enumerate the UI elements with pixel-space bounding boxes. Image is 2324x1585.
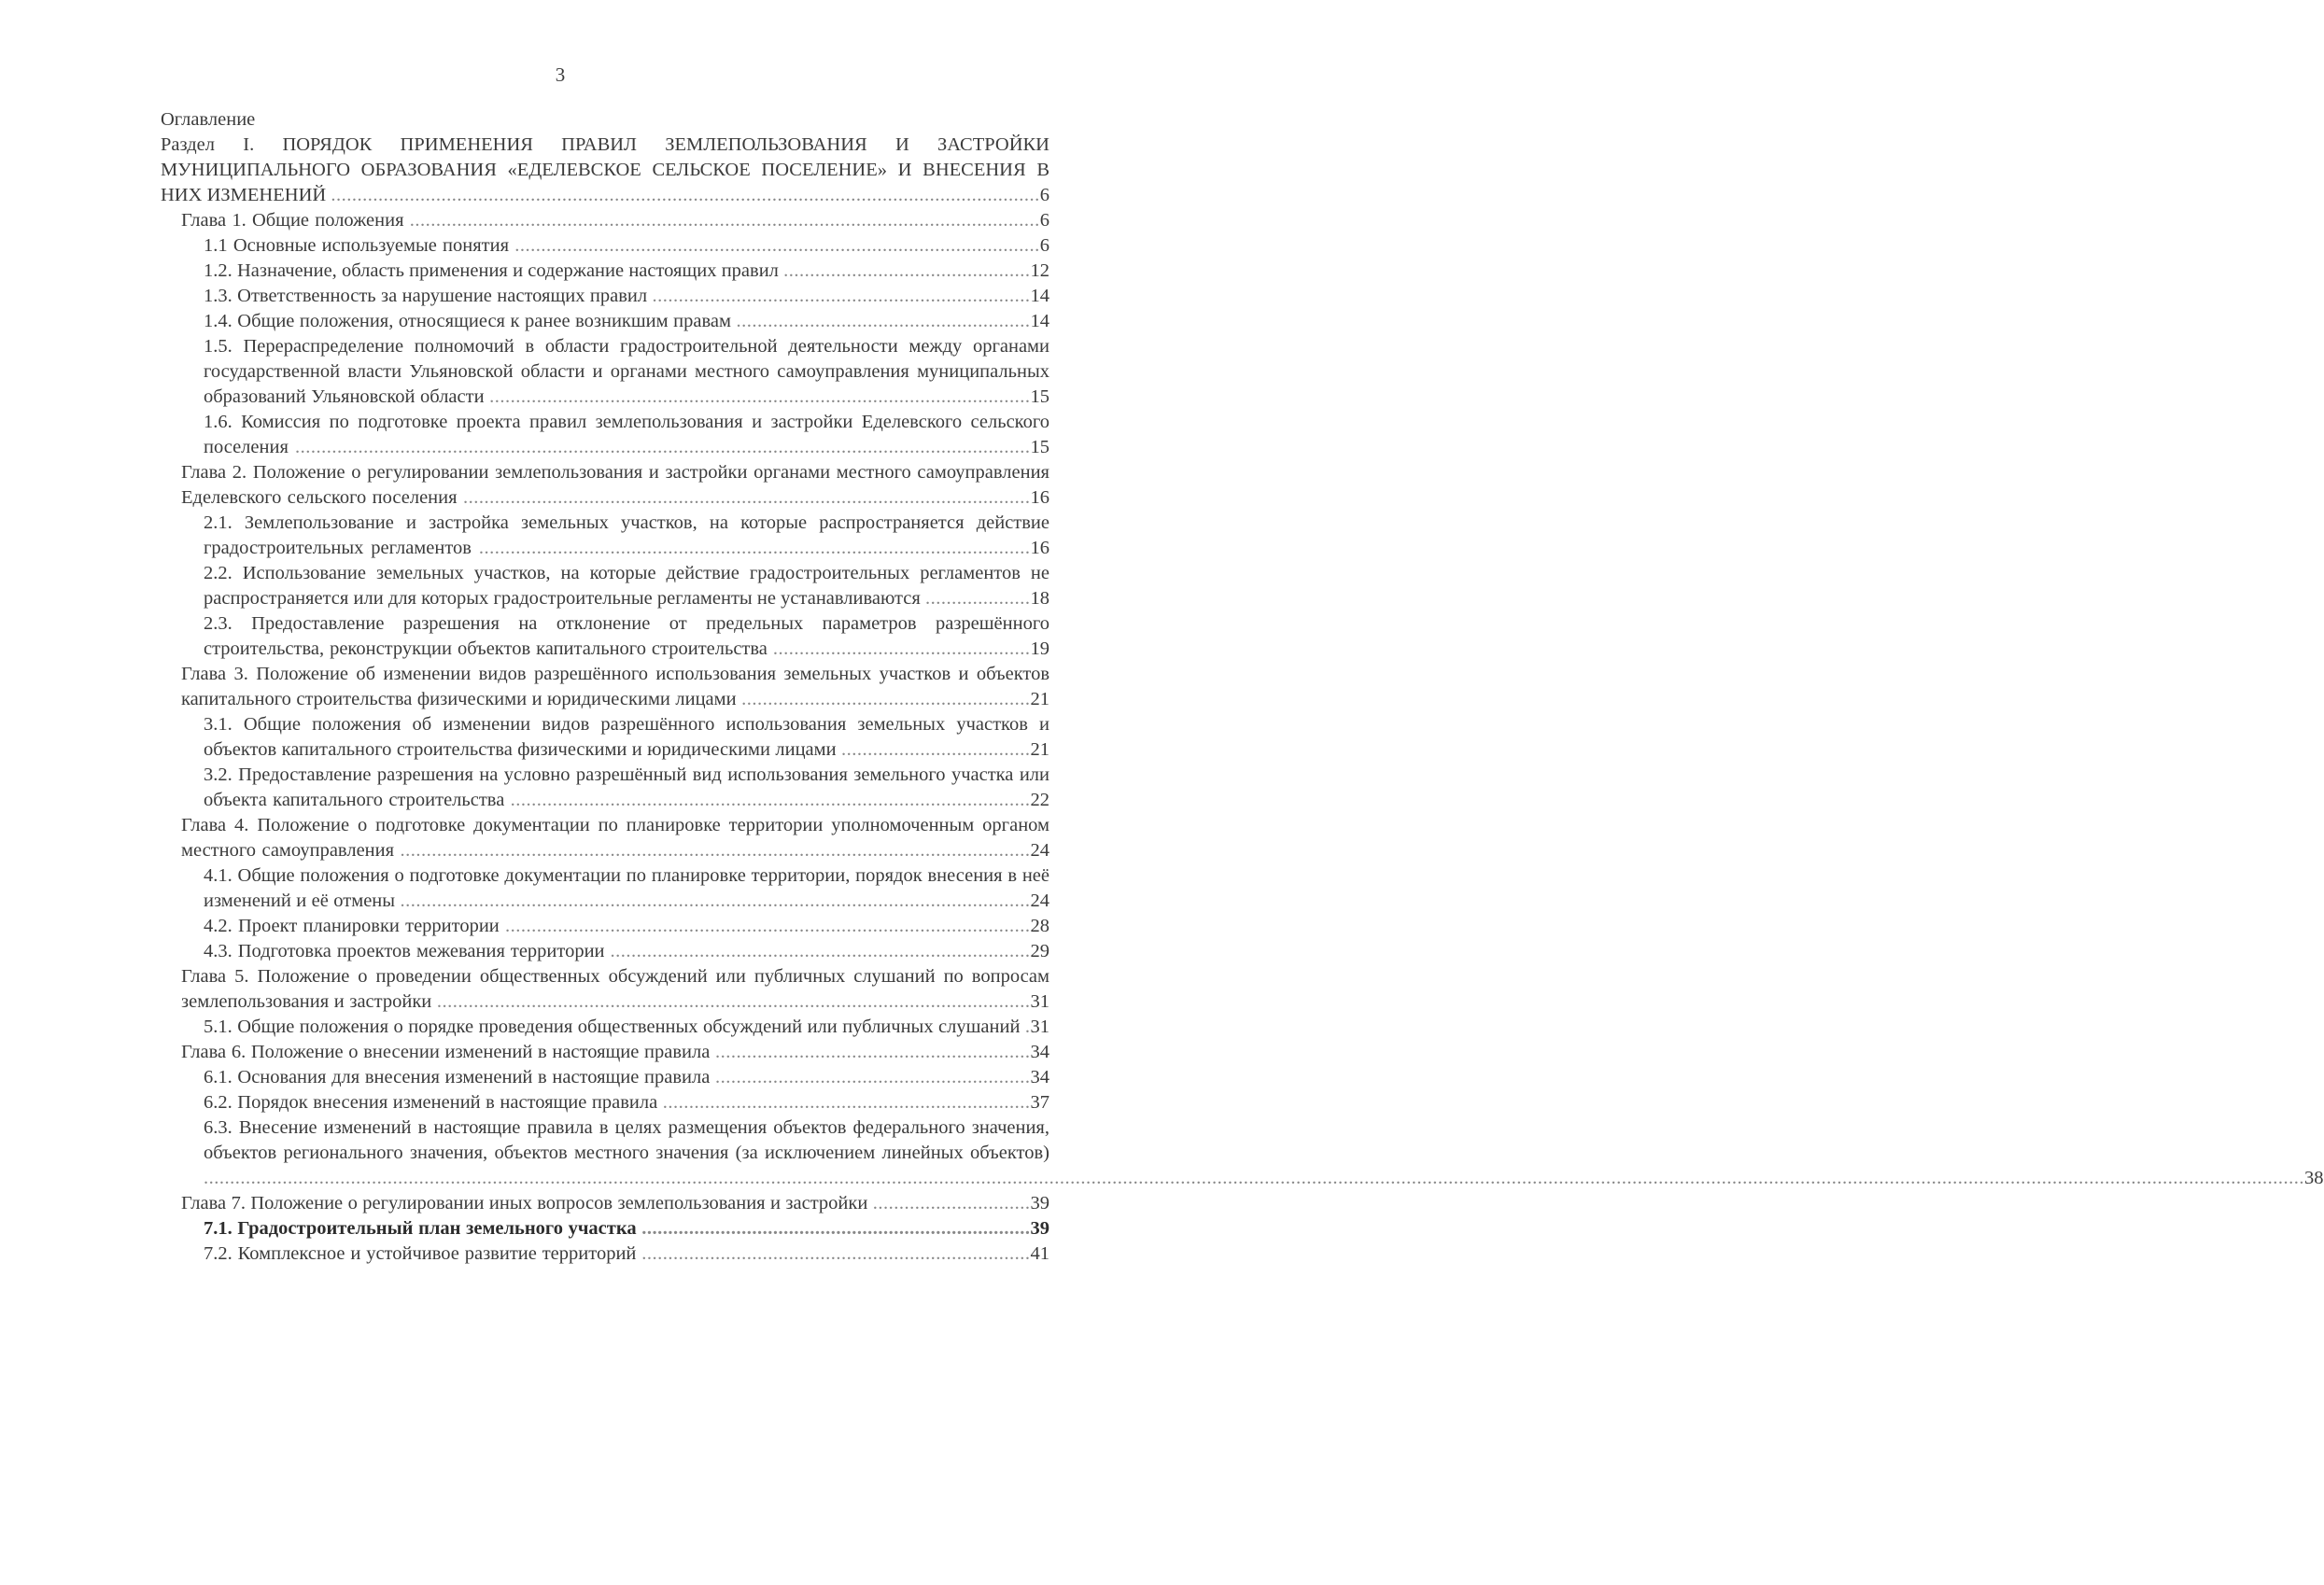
toc-entry-title: Глава 7. Положение о регулировании иных вопросов землепользования и застройки bbox=[181, 1193, 868, 1213]
toc-entry-page: 24 bbox=[1030, 840, 1050, 861]
toc-dot-leader: ........................................................................ bbox=[652, 286, 1031, 306]
toc-entry-page: 22 bbox=[1030, 790, 1050, 810]
toc-dot-leader: ............................................................................................................ bbox=[463, 487, 1031, 508]
toc-entry-title: Глава 6. Положение о внесении изменений в настоящие правила bbox=[181, 1042, 711, 1062]
toc-entry[interactable] bbox=[161, 662, 1049, 712]
toc-entry-page: 39 bbox=[1030, 1218, 1049, 1239]
toc-dot-leader: ...................................................................... bbox=[662, 1092, 1031, 1113]
toc-entry-title: Глава 3. Положение об изменении видов разрешённого использования земельных участков и объектов капитального строительства физическими и юридическими лицами bbox=[181, 664, 1049, 709]
toc-entry-title: 1.4. Общие положения, относящиеся к ранее возникшим правам bbox=[204, 311, 731, 331]
toc-entry[interactable] bbox=[161, 712, 1049, 763]
toc-entry-title: 6.2. Порядок внесения изменений в настоящие правила bbox=[204, 1092, 658, 1113]
toc-entry-title: 6.1. Основания для внесения изменений в настоящие правила bbox=[204, 1067, 711, 1087]
toc-entry[interactable] bbox=[161, 863, 1049, 914]
toc-dot-leader: ........................................................................................................................ bbox=[409, 210, 1040, 231]
toc-entry-page: 29 bbox=[1030, 941, 1050, 961]
toc-entry-title: 3.2. Предоставление разрешения на условно разрешённый вид использования земельного участка или объекта капитального строительства bbox=[204, 764, 1049, 810]
toc-entry-page: 15 bbox=[1030, 386, 1049, 407]
toc-entry[interactable] bbox=[161, 1216, 1049, 1241]
table-of-contents bbox=[161, 107, 2324, 1267]
toc-entry-title: 7.2. Комплексное и устойчивое развитие территорий bbox=[204, 1243, 637, 1264]
toc-entry-page: 6 bbox=[1039, 235, 1049, 256]
toc-entry-title: 1.6. Комиссия по подготовке проекта правил землепользования и застройки Еделевского сельского поселения bbox=[204, 412, 1049, 457]
toc-entry-title: Раздел I. ПОРЯДОК ПРИМЕНЕНИЯ ПРАВИЛ ЗЕМЛЕПОЛЬЗОВАНИЯ И ЗАСТРОЙКИ МУНИЦИПАЛЬНОГО ОБРАЗОВАНИЯ «ЕДЕЛЕВСКОЕ СЕЛЬСКОЕ ПОСЕЛЕНИЕ» И ВНЕСЕНИЯ В НИХ ИЗМЕНЕНИЙ bbox=[161, 134, 1049, 205]
toc-entry[interactable] bbox=[161, 208, 1049, 233]
toc-entry-title: 1.5. Перераспределение полномочий в области градостроительной деятельности между органами государственной власти Ульяновской области и органами местного самоуправления муниципальных образований Ульяновской области bbox=[204, 336, 1049, 407]
toc-entry[interactable] bbox=[161, 233, 1049, 259]
toc-entry-page: 16 bbox=[1030, 538, 1049, 558]
toc-entry[interactable] bbox=[161, 309, 1049, 334]
toc-entry-title: 2.3. Предоставление разрешения на отклонение от предельных параметров разрешённого строительства, реконструкции объектов капитального строительства bbox=[204, 613, 1049, 659]
toc-entry[interactable] bbox=[161, 259, 1049, 284]
toc-entry-title: Глава 2. Положение о регулировании землепользования и застройки органами местного самоуправления Еделевского сельского поселения bbox=[181, 462, 1049, 508]
toc-dot-leader: ....................................................................................................... bbox=[489, 386, 1031, 407]
toc-entry-title: 4.2. Проект планировки территории bbox=[204, 916, 500, 936]
toc-entry-title: Глава 1. Общие положения bbox=[181, 210, 404, 231]
toc-entry[interactable] bbox=[161, 1115, 2324, 1191]
toc-dot-leader: ................................................................................................... bbox=[510, 790, 1031, 810]
toc-entry-page: 14 bbox=[1030, 311, 1049, 331]
toc-entry[interactable] bbox=[161, 1090, 1049, 1115]
toc-entry-page: 21 bbox=[1030, 739, 1050, 760]
toc-entry-page: 38 bbox=[2304, 1168, 2324, 1188]
toc-entry-page: 12 bbox=[1030, 260, 1049, 281]
toc-entry[interactable] bbox=[161, 410, 1049, 460]
toc-dot-leader: .......................................................................... bbox=[641, 1243, 1031, 1264]
toc-dot-leader: ............................................................ bbox=[715, 1042, 1031, 1062]
toc-entry[interactable] bbox=[161, 1040, 1049, 1065]
toc-entry-title: 2.2. Использование земельных участков, на которые действие градостроительных регламентов не распространяется или для которых градостроительные регламенты не устанавливаются bbox=[204, 563, 1049, 609]
toc-entry[interactable] bbox=[161, 561, 1049, 611]
toc-entry[interactable] bbox=[161, 511, 1049, 561]
toc-entry-page: 41 bbox=[1030, 1243, 1049, 1264]
toc-entry-page: 34 bbox=[1030, 1042, 1049, 1062]
toc-dot-leader: ........................................................................................................................ bbox=[400, 891, 1031, 911]
toc-entry-title: Глава 5. Положение о проведении общественных обсуждений или публичных слушаний по вопросам землепользования и застройки bbox=[181, 966, 1049, 1012]
toc-entry-page: 6 bbox=[1039, 185, 1050, 205]
toc-dot-leader: ................................................................................................................................................................................................................................................................................................................................................................................................................ bbox=[204, 1168, 2304, 1188]
toc-dot-leader: ............................................... bbox=[783, 260, 1031, 281]
toc-dot-leader: ................................................................................ bbox=[610, 941, 1031, 961]
toc-entry-page: 15 bbox=[1030, 437, 1049, 457]
toc-dot-leader: ................................................. bbox=[772, 638, 1031, 659]
toc-entry-page: 6 bbox=[1039, 210, 1049, 231]
toc-entry[interactable] bbox=[161, 1241, 1049, 1267]
toc-entry-title: 7.1. Градостроительный план земельного участка bbox=[204, 1218, 637, 1239]
toc-entry-title: 1.2. Назначение, область применения и содержание настоящих правил bbox=[204, 260, 779, 281]
toc-entry[interactable] bbox=[161, 1015, 1049, 1040]
toc-entry-page: 19 bbox=[1030, 638, 1049, 659]
toc-entry[interactable] bbox=[161, 964, 1049, 1015]
toc-heading: Оглавление bbox=[161, 109, 256, 130]
toc-entry-page: 37 bbox=[1030, 1092, 1050, 1113]
toc-dot-leader: .................... bbox=[925, 588, 1031, 609]
toc-entry-title: 1.1 Основные используемые понятия bbox=[204, 235, 510, 256]
toc-dot-leader: .................................................................................................... bbox=[505, 916, 1031, 936]
toc-dot-leader: .......................................................................... bbox=[641, 1218, 1031, 1239]
toc-entry-page: 14 bbox=[1030, 286, 1049, 306]
toc-dot-leader: ............................................................ bbox=[715, 1067, 1031, 1087]
toc-entry[interactable] bbox=[161, 133, 1049, 208]
toc-dot-leader: ........................................................................................................................ bbox=[400, 840, 1031, 861]
toc-entry-page: 24 bbox=[1030, 891, 1049, 911]
toc-entry[interactable] bbox=[161, 611, 1049, 662]
toc-entries bbox=[161, 133, 2324, 1267]
toc-entry[interactable] bbox=[161, 914, 1049, 939]
toc-dot-leader: .................................... bbox=[841, 739, 1031, 760]
page-number: 3 bbox=[555, 63, 566, 86]
toc-entry-title: 3.1. Общие положения об изменении видов разрешённого использования земельных участков и объектов капитального строительства физическими и юридическими лицами bbox=[204, 714, 1049, 760]
toc-dot-leader: . bbox=[1024, 1017, 1031, 1037]
toc-dot-leader: ............................................................................................................................................ bbox=[295, 437, 1031, 457]
toc-entry[interactable] bbox=[161, 813, 1049, 863]
toc-entry-page: 18 bbox=[1030, 588, 1049, 609]
toc-entry-page: 16 bbox=[1030, 487, 1049, 508]
toc-entry-page: 34 bbox=[1030, 1067, 1050, 1087]
toc-entry[interactable] bbox=[161, 284, 1049, 309]
toc-entry-title: 4.3. Подготовка проектов межевания территории bbox=[204, 941, 605, 961]
toc-dot-leader: ....................................................................................................................................... bbox=[331, 185, 1040, 205]
toc-entry-page: 31 bbox=[1030, 991, 1050, 1012]
toc-entry[interactable] bbox=[161, 763, 1049, 813]
toc-entry-title: 6.3. Внесение изменений в настоящие правила в целях размещения объектов федерального значения, объектов регионального значения, объектов местного значения (за исключением линейных объектов) bbox=[204, 1117, 1049, 1163]
toc-dot-leader: ................................................................................................................. bbox=[436, 991, 1031, 1012]
toc-entry[interactable] bbox=[161, 334, 1049, 410]
toc-entry-title: 2.1. Землепользование и застройка земельных участков, на которые распространяется действие градостроительных регламентов bbox=[204, 512, 1049, 558]
toc-entry-title: Глава 4. Положение о подготовке документации по планировке территории уполномоченным органом местного самоуправления bbox=[181, 815, 1049, 861]
toc-entry-page: 21 bbox=[1030, 689, 1049, 709]
toc-dot-leader: ........................................................ bbox=[736, 311, 1031, 331]
toc-entry[interactable] bbox=[161, 1191, 1049, 1216]
toc-entry-page: 28 bbox=[1030, 916, 1049, 936]
toc-dot-leader: .............................. bbox=[872, 1193, 1031, 1213]
toc-entry[interactable] bbox=[161, 460, 1049, 511]
toc-entry-title: 5.1. Общие положения о порядке проведения общественных обсуждений или публичных слушаний bbox=[204, 1017, 1021, 1037]
toc-entry[interactable] bbox=[161, 1065, 1049, 1090]
toc-entry-page: 39 bbox=[1030, 1193, 1050, 1213]
toc-dot-leader: ....................................................... bbox=[741, 689, 1031, 709]
toc-entry-title: 1.3. Ответственность за нарушение настоящих правил bbox=[204, 286, 648, 306]
toc-entry-title: 4.1. Общие положения о подготовке документации по планировке территории, порядок внесения в неё изменений и её отмены bbox=[204, 865, 1049, 911]
toc-dot-leader: .................................................................................................... bbox=[514, 235, 1040, 256]
toc-entry[interactable] bbox=[161, 939, 1049, 964]
toc-entry-page: 31 bbox=[1030, 1017, 1050, 1037]
toc-dot-leader: ......................................................................................................... bbox=[478, 538, 1031, 558]
